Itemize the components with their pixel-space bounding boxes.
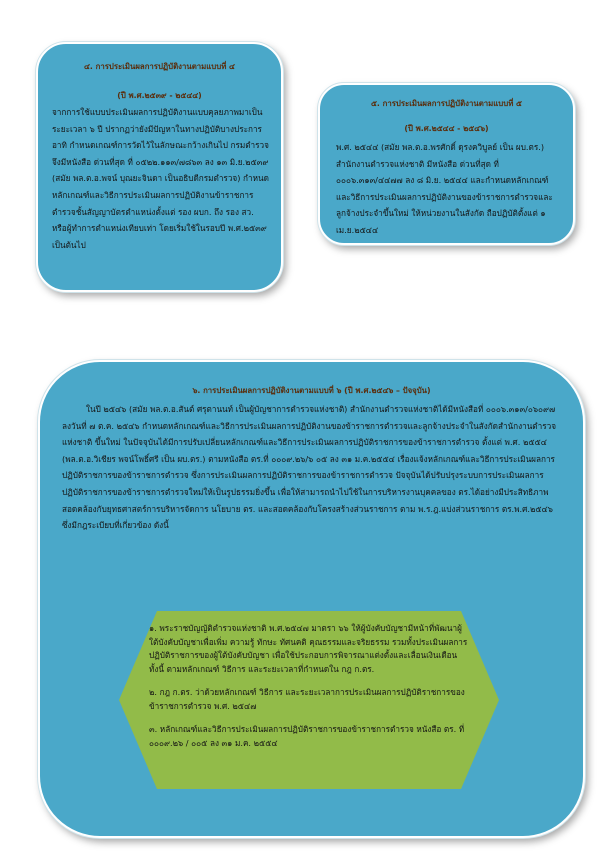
assessment-form-4-panel (36, 42, 283, 292)
form-5-body: พ.ศ. ๒๕๔๔ (สมัย พล.ต.อ.พรศักดิ์ ดุรงควิบูลย์ เป็น ผบ.ตร.) สำนักงานตำรวจแห่งชาติ มีหนังสือ ด่วนที่สุด ที่ ๐๐๐๖.๓๑๓/๔๔๗๗ ลง ๘ มิ.ย. ๒๕๔๔ และกำหนดหลักเกณฑ์และวิธีการประเมินผลการปฏิบัติงานของข้าราชการตำรวจและลูกจ้างประจำขึ้นใหม่ ให้หน่วยงานในสังกัด ถือปฏิบัติตั้งแต่ ๑ เม.ย.๒๕๔๔ (336, 142, 553, 235)
form-4-period: (ปี พ.ศ.๒๕๓๙ - ๒๕๔๔) (117, 91, 202, 100)
regulation-item: ๑. พระราชบัญญัติตำรวจแห่งชาติ พ.ศ.๒๕๔๗ มาตรา ๖๖ ให้ผู้บังคับบัญชามีหน้าที่พัฒนาผู้ใต้บังคับบัญชาเพื่อเพิ่ม ความรู้ ทักษะ ทัศนคติ คุณธรรมและจริยธรรม รวมทั้งประเมินผลการปฏิบัติราชการของผู้ใต้บังคับบัญชา เพื่อใช้ประกอบการพิจารณาแต่งตั้งและเลื่อนเงินเดือนทั้งนี้ ตามหลักเกณฑ์ วิธีการ และระยะเวลาที่กำหนดใน กฎ ก.ตร. (149, 623, 468, 674)
form-5-period: (ปี พ.ศ.๒๕๔๔ - ๒๕๔๖) (404, 124, 489, 133)
form-6-body: ในปี ๒๕๔๖ (สมัย พล.ต.อ.สันต์ ศรุตานนท์ เป็นผู้บัญชาการตำรวจแห่งชาติ) สำนักงานตำรวจแห่งชาติได้มีหนังสือที่ ๐๐๐๖.๓๑๓/๐๖๐๙๗ ลงวันที่ ๗ ต.ค. ๒๕๔๖ กำหนดหลักเกณฑ์และวิธีการประเมินผลการปฏิบัติงานของข้าราชการตำรวจและลูกจ้างประจำในสังกัดสำนักงานตำรวจแห่งชาติ ขึ้นใหม่ ในปัจจุบันได้มีการปรับเปลี่ยนหลักเกณฑ์และวิธีการประเมินผลการปฏิบัติราชการของข้าราชการตำรวจ ตั้งแต่ พ.ศ. ๒๕๕๔ (พล.ต.อ.วิเชียร พจน์โพธิ์ศรี เป็น ผบ.ตร.) ตามหนังสือ ตร.ที่ ๐๐๐๙.๒๖/๖ ๐๕ ลง ๓๑ ม.ค.๒๕๕๔ เรื่องแจ้งหลักเกณฑ์และวิธีการประเมินผลการปฏิบัติราชการของข้าราชการตำรวจ ซึ่งการประเมินผลการปฏิบัติราชการของข้าราชการตำรวจ ปัจจุบันได้ปรับปรุงระบบการประเมินผลการปฏิบัติราชการของข้าราชการตำรวจใหม่ให้เป็นรูปธรรมยิ่งขึ้น เพื่อให้สามารถนำไปใช้ในการบริหารงานบุคคลของ ตร.ได้อย่างมีประสิทธิภาพสอดคล้องกับยุทธศาสตร์การบริหารจัดการ นโยบาย ตร. และสอดคล้องกับโครงสร้างส่วนราชการ ตาม พ.ร.ฎ.แบ่งส่วนราชการ ตร.พ.ศ.๒๕๔๖ ซึ่งมีกฎระเบียบที่เกี่ยวข้อง ดังนี้ (62, 404, 557, 531)
form-4-title: ๔. การประเมินผลการปฏิบัติงานตามแบบที่ ๔ (84, 62, 235, 71)
form-5-title: ๕. การประเมินผลการปฏิบัติงานตามแบบที่ ๕ (371, 99, 522, 108)
form-6-title: ๖. การประเมินผลการปฏิบัติงานตามแบบที่ ๖ (ปี พ.ศ.๒๕๔๖ – ปัจจุบัน) (192, 386, 431, 395)
regulation-item: ๓. หลักเกณฑ์และวิธีการประเมินผลการปฏิบัติราชการของข้าราชการตำรวจ หนังสือ ตร. ที่ ๐๐๐๙.๒๖ / ๐๐๕ ลง ๓๑ ม.ค. ๒๕๕๔ (149, 724, 465, 748)
form-4-body: จากการใช้แบบประเมินผลการปฏิบัติงานแบบคุลยภาพมาเป็นระยะเวลา ๖ ปี ปรากฏว่ายังมีปัญหาในทางปฏิบัติบางประการ อาทิ กำหนดเกณฑ์การวัดไว้ในลักษณะกว้างเกินไป กรมตำรวจจึงมีหนังสือ ด่วนที่สุด ที่ ๐๕๒๒.๑๑๓/๗๘๖๓ ลง ๑๓ มิ.ย.๒๕๓๙ (สมัย พล.ต.อ.พจน์ บุณยะจินดา เป็นอธิบดีกรมตำรวจ) กำหนดหลักเกณฑ์และวิธีการประเมินผลการปฏิบัติงานข้าราชการตำรวจชั้นสัญญาบัตรตำแหน่งตั้งแต่ รอง ผบก. ถึง รอง สว. หรือผู้ทำการตำแหน่งเทียบเท่า โดยเริ่มใช้ในรอบปี พ.ศ.๒๕๓๙ เป็นต้นไป (52, 107, 269, 250)
regulation-item: ๒. กฎ ก.ตร. ว่าด้วยหลักเกณฑ์ วิธีการ และระยะเวลาการประเมินผลการปฏิบัติราชการของข้าราชการตำรวจ พ.ศ. ๒๕๔๗ (149, 687, 465, 711)
assessment-form-5-panel (318, 83, 575, 245)
regulations-list (135, 614, 483, 760)
